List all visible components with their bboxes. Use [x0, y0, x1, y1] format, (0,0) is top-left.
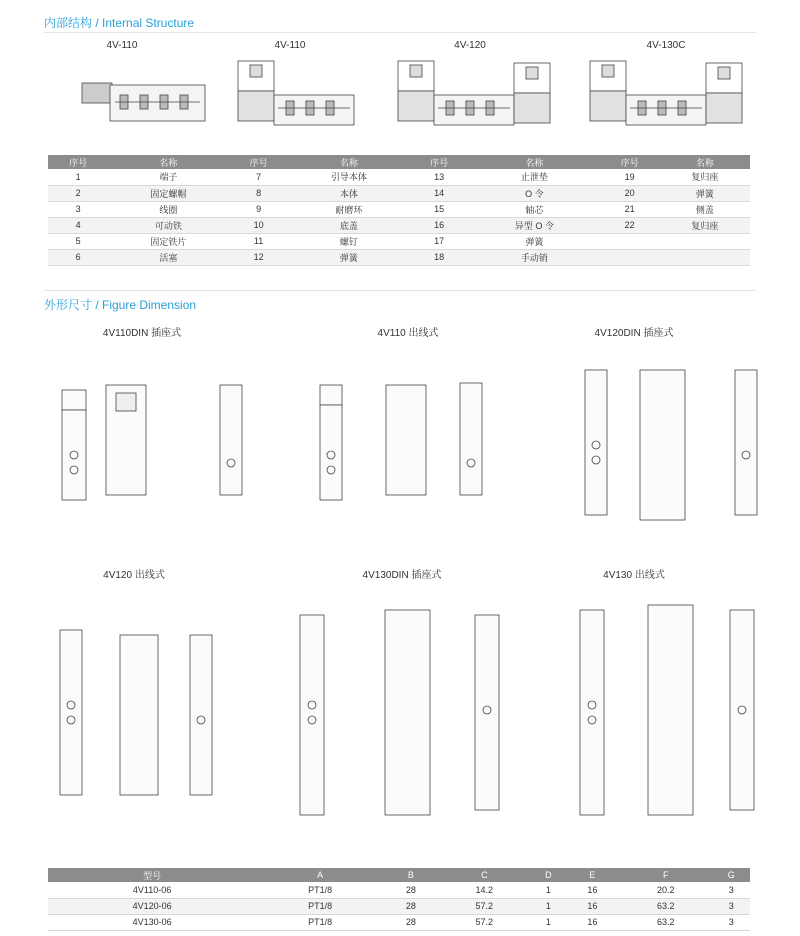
table-cell: 轴芯: [469, 201, 599, 217]
drawing-4v110: [320, 383, 482, 500]
table-cell: 17: [409, 233, 469, 249]
dimension-drawings: [40, 345, 760, 860]
table-cell: 1: [48, 169, 108, 185]
drawing-4v130din: [300, 610, 499, 815]
table-cell: 28: [384, 914, 437, 930]
table-cell: 6: [48, 249, 108, 265]
table-cell: 复归座: [660, 217, 750, 233]
parts-table-row: [48, 169, 750, 185]
table-cell: 57.2: [438, 898, 531, 914]
table-cell: 耐磨环: [289, 201, 409, 217]
table-cell: 弹簧: [289, 249, 409, 265]
table-cell: 1: [531, 898, 566, 914]
table-cell: 4: [48, 217, 108, 233]
figure-label-4: 4V120 出线式: [103, 570, 165, 581]
parts-table-row: [48, 249, 750, 265]
table-cell: 19: [600, 169, 660, 185]
table-cell: 28: [384, 898, 437, 914]
model-label-3: 4V-120: [454, 40, 486, 51]
model-label-4: 4V-130C: [646, 40, 686, 51]
table-cell: 57.2: [438, 914, 531, 930]
internal-structure-title: 内部结构 / Internal Structure: [44, 16, 195, 30]
table-cell: 4V120-06: [48, 898, 256, 914]
table-cell: 28: [384, 882, 437, 898]
table-cell: PT1/8: [256, 882, 384, 898]
dims-table-row: [48, 914, 750, 930]
table-cell: 10: [229, 217, 289, 233]
parts-table-header: 序号 名称 序号 名称 序号 名称 序号 名称: [48, 155, 750, 169]
table-cell: O 令: [469, 185, 599, 201]
table-cell: 复归座: [660, 169, 750, 185]
table-cell: 侧盖: [660, 201, 750, 217]
table-cell: 底盖: [289, 217, 409, 233]
divider: [44, 290, 756, 291]
parts-table-row: [48, 201, 750, 217]
figure-label-6: 4V130 出线式: [603, 570, 665, 581]
table-cell: 20: [600, 185, 660, 201]
dims-table-row: [48, 898, 750, 914]
parts-table: [48, 155, 750, 266]
table-cell: 止泄垫: [469, 169, 599, 185]
table-cell: 7: [229, 169, 289, 185]
table-cell: 固定铁片: [108, 233, 228, 249]
figure-label-2: 4V110 出线式: [377, 328, 439, 339]
table-cell: 16: [566, 882, 619, 898]
figure-label-1: 4V110DIN 插座式: [102, 328, 182, 339]
valve-drawing-4v110-b: [238, 61, 354, 125]
table-cell: 22: [600, 217, 660, 233]
figure-dimension-title: 外形尺寸 / Figure Dimension: [44, 298, 197, 312]
table-cell: 16: [409, 217, 469, 233]
drawing-4v130: [580, 605, 754, 815]
table-cell: 4V130-06: [48, 914, 256, 930]
table-cell: 活塞: [108, 249, 228, 265]
table-cell: 2: [48, 185, 108, 201]
drawing-4v120: [60, 630, 212, 795]
drawing-4v110din: [62, 385, 242, 500]
table-cell: 3: [713, 914, 750, 930]
figure-label-3: 4V120DIN 插座式: [594, 328, 674, 339]
table-cell: 9: [229, 201, 289, 217]
table-cell: [660, 249, 750, 265]
table-cell: PT1/8: [256, 898, 384, 914]
table-cell: 5: [48, 233, 108, 249]
table-cell: 线圈: [108, 201, 228, 217]
table-cell: 手动销: [469, 249, 599, 265]
table-cell: 固定螺帽: [108, 185, 228, 201]
model-label-1: 4V-110: [106, 40, 138, 51]
dims-table-row: [48, 882, 750, 898]
table-cell: 21: [600, 201, 660, 217]
table-cell: 3: [713, 898, 750, 914]
table-cell: 18: [409, 249, 469, 265]
table-cell: 14.2: [438, 882, 531, 898]
model-label-2: 4V-110: [274, 40, 306, 51]
table-cell: 3: [48, 201, 108, 217]
table-cell: 16: [566, 898, 619, 914]
table-cell: 异型 O 令: [469, 217, 599, 233]
table-cell: 弹簧: [660, 185, 750, 201]
valve-drawing-4v130c: [590, 61, 742, 125]
table-cell: 16: [566, 914, 619, 930]
table-cell: 螺钉: [289, 233, 409, 249]
table-cell: 8: [229, 185, 289, 201]
table-cell: 引导本体: [289, 169, 409, 185]
dims-table-header: 型号 A B C D E F G: [48, 868, 750, 882]
drawing-4v120din: [585, 370, 757, 520]
table-cell: 弹簧: [469, 233, 599, 249]
table-cell: 15: [409, 201, 469, 217]
table-cell: 1: [531, 882, 566, 898]
table-cell: [600, 249, 660, 265]
table-cell: 11: [229, 233, 289, 249]
valve-drawing-4v120: [398, 61, 550, 125]
parts-table-row: [48, 185, 750, 201]
table-cell: 20.2: [619, 882, 712, 898]
figure-label-5: 4V130DIN 插座式: [362, 570, 442, 581]
table-cell: 4V110-06: [48, 882, 256, 898]
table-cell: 12: [229, 249, 289, 265]
table-cell: [660, 233, 750, 249]
table-cell: [600, 233, 660, 249]
table-cell: 63.2: [619, 898, 712, 914]
parts-table-row: [48, 233, 750, 249]
table-cell: 3: [713, 882, 750, 898]
table-cell: 端子: [108, 169, 228, 185]
table-cell: 1: [531, 914, 566, 930]
table-cell: 63.2: [619, 914, 712, 930]
parts-table-row: [48, 217, 750, 233]
table-cell: 13: [409, 169, 469, 185]
internal-structure-drawings: [60, 55, 760, 150]
table-cell: 本体: [289, 185, 409, 201]
table-cell: 14: [409, 185, 469, 201]
table-cell: PT1/8: [256, 914, 384, 930]
divider: [44, 32, 756, 33]
table-cell: 可动铁: [108, 217, 228, 233]
valve-drawing-4v110-a: [82, 83, 205, 121]
dims-table: [48, 868, 750, 931]
